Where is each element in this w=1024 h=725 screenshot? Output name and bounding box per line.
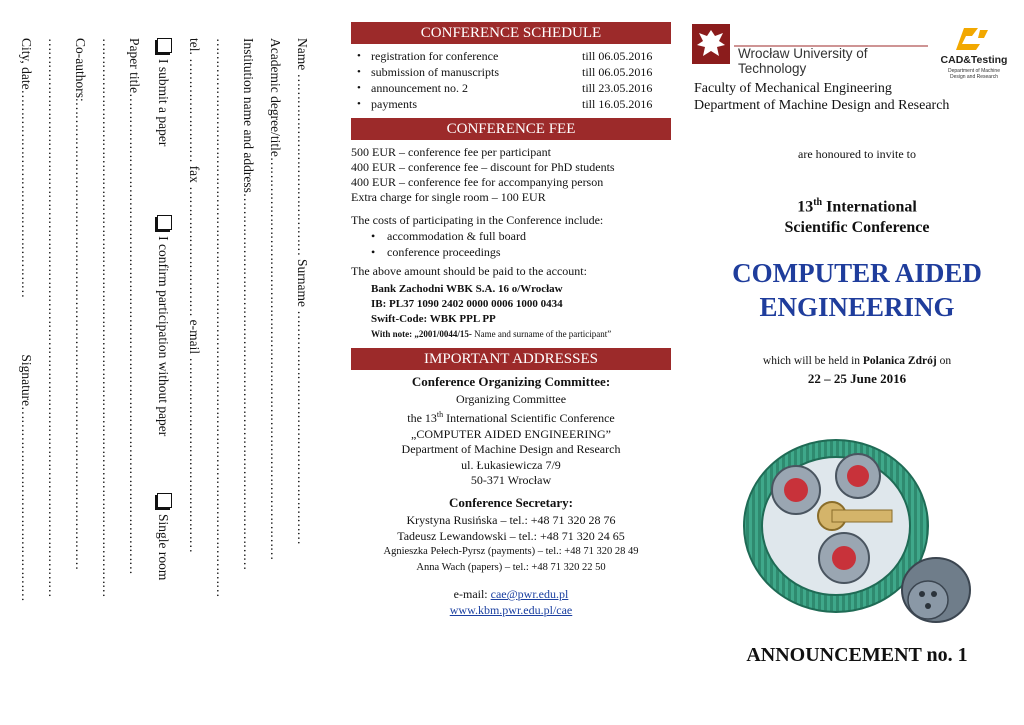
committee-block (351, 374, 671, 489)
submit-paper-label: I submit a paper (156, 59, 171, 147)
list-item: • announcement no. 2 till 23.05.2016 (351, 80, 671, 96)
cad-logo-sub: Department of Machine Design and Research (948, 68, 1000, 80)
faculty-name: Faculty of Mechanical Engineering (694, 81, 892, 96)
coauthors-label: Co-authors: (73, 38, 88, 102)
address-line: „COMPUTER AIDED ENGINEERING” (411, 426, 611, 441)
institution-line[interactable]: Institution name and address…………………………………………………………………………… (241, 38, 256, 570)
secretary-heading: Conference Secretary: (448, 494, 574, 510)
options-line (155, 38, 172, 580)
iban: IB: PL37 1090 2402 0000 0006 1000 0434 (371, 298, 563, 310)
secretary-line: Tadeusz Lewandowski – tel.: +48 71 320 24 65 (397, 528, 625, 543)
fee-line: 500 EUR – conference fee per participant (351, 145, 551, 159)
gear-icon (740, 430, 976, 640)
includes-list (351, 228, 671, 260)
secretary-line: Anna Wach (papers) – tel.: +48 71 320 22 50 (416, 561, 606, 573)
submit-paper-checkbox[interactable] (157, 38, 172, 53)
fee-heading: CONFERENCE FEE (351, 118, 671, 140)
swift: Swift-Code: WBK PPL PP (371, 313, 496, 325)
conference-title: COMPUTER AIDED ENGINEERING (732, 258, 982, 322)
university-name: Wrocław University of Technology (738, 46, 868, 76)
signature-label: Signature (19, 354, 34, 407)
degree-label: Academic degree/title (268, 38, 283, 157)
cad-testing-logo (934, 24, 1014, 86)
middle-column (351, 22, 671, 618)
secretary-line: Krystyna Rusińska – tel.: +48 71 320 28 76 (406, 513, 616, 527)
paper-title-line[interactable]: Paper title………………………………………………………………………………………………… (127, 38, 142, 575)
pay-intro: The above amount should be paid to the account: (351, 264, 587, 278)
fee-line: 400 EUR – conference fee for accompanying person (351, 175, 604, 189)
email-label: e-mail (187, 319, 202, 355)
name-line[interactable]: Name …………………………………… Surname ……………………………………………… (295, 38, 310, 545)
address-line: 50-371 Wrocław (470, 473, 552, 487)
list-item: • submission of manuscripts till 06.05.2016 (351, 64, 671, 80)
fax-label: fax (187, 165, 202, 183)
bank-name: Bank Zachodni WBK S.A. 16 o/Wrocław (371, 283, 563, 295)
schedule-heading: CONFERENCE SCHEDULE (351, 22, 671, 44)
single-room-label: Single room (156, 514, 171, 581)
name-label: Name (295, 38, 310, 71)
address-line: ul. Łukasiewicza 7/9 (461, 457, 561, 472)
address-line: Organizing Committee (455, 391, 567, 406)
department-name: Department of Machine Design and Research (694, 98, 950, 113)
list-item: • payments till 16.05.2016 (351, 96, 671, 112)
fee-section (351, 145, 671, 342)
tel-label: tel. (187, 38, 202, 55)
contact-links (351, 587, 671, 618)
faculty-block (694, 80, 949, 114)
list-item: • accommodation & full board (351, 228, 671, 244)
registration-form (0, 0, 344, 725)
no-paper-label: I confirm participation without paper (156, 236, 171, 437)
fee-line: 400 EUR – conference fee – discount for PhD students (351, 160, 615, 174)
website-link[interactable]: www.kbm.pwr.edu.pl/cae (449, 602, 573, 617)
contact-line[interactable]: tel. …………………… fax ………………………… e-mail ……………………………………… (187, 38, 202, 553)
list-item: • conference proceedings (351, 244, 671, 260)
coauthors-line[interactable]: Co-authors:……………………………………………………………………………………………… (73, 38, 88, 570)
city-date-label: City, date (19, 38, 34, 90)
institution-line-2[interactable]: ………………………………………………………………………………………………………………… (214, 38, 229, 597)
degree-line[interactable]: Academic degree/title………………………………………………………………………………… (268, 38, 283, 560)
coauthors-line-2[interactable]: ………………………………………………………………………………………………………………… (46, 38, 61, 597)
university-logo (692, 24, 928, 76)
announcement-title: ANNOUNCEMENT no. 1 (746, 644, 968, 666)
committee-heading: Conference Organizing Committee: (411, 374, 611, 389)
address-line: the 13th International Scientific Conference (407, 410, 615, 425)
fee-line: Extra charge for single room – 100 EUR (351, 190, 546, 204)
no-paper-checkbox[interactable] (157, 215, 172, 230)
email-row: e-mail: cae@pwr.edu.pl (453, 587, 569, 601)
city-signature-line[interactable]: City, date………………………………………… Signature……………………………………… (19, 38, 34, 602)
secretary-line: Agnieszka Pełech-Pyrsz (payments) – tel.: +48 71 320 28 49 (383, 546, 639, 557)
paper-title-line-2[interactable]: ………………………………………………………………………………………………………………… (100, 38, 115, 597)
email-link[interactable]: cae@pwr.edu.pl (490, 587, 569, 601)
schedule-list (351, 48, 671, 112)
cad-logo-text: CAD&Testing (940, 54, 1008, 66)
address-line: Department of Machine Design and Research (401, 442, 621, 456)
costs-intro: The costs of participating in the Conference include: (351, 213, 604, 227)
secretary-block (351, 495, 671, 576)
planetary-gear-image (740, 430, 976, 640)
institution-label: Institution name and address (241, 38, 256, 193)
conference-dates: 22 – 25 June 2016 (807, 371, 907, 386)
surname-label: Surname (295, 258, 310, 307)
single-room-checkbox[interactable] (157, 493, 172, 508)
right-column (690, 0, 1024, 725)
venue-text: which will be held in Polanica Zdrój on (762, 355, 952, 367)
paper-title-label: Paper title (127, 38, 142, 94)
bank-details (351, 282, 671, 342)
payment-note: With note: „2001/0044/15- Name and surname of the participant” (371, 329, 612, 339)
addresses-heading: IMPORTANT ADDRESSES (351, 348, 671, 370)
invite-text: are honoured to invite to (798, 147, 916, 161)
cad-logo-icon (954, 26, 994, 52)
conference-number: 13th International Scientific Conference (784, 197, 930, 237)
list-item: • registration for conference till 06.05.2016 (351, 48, 671, 64)
